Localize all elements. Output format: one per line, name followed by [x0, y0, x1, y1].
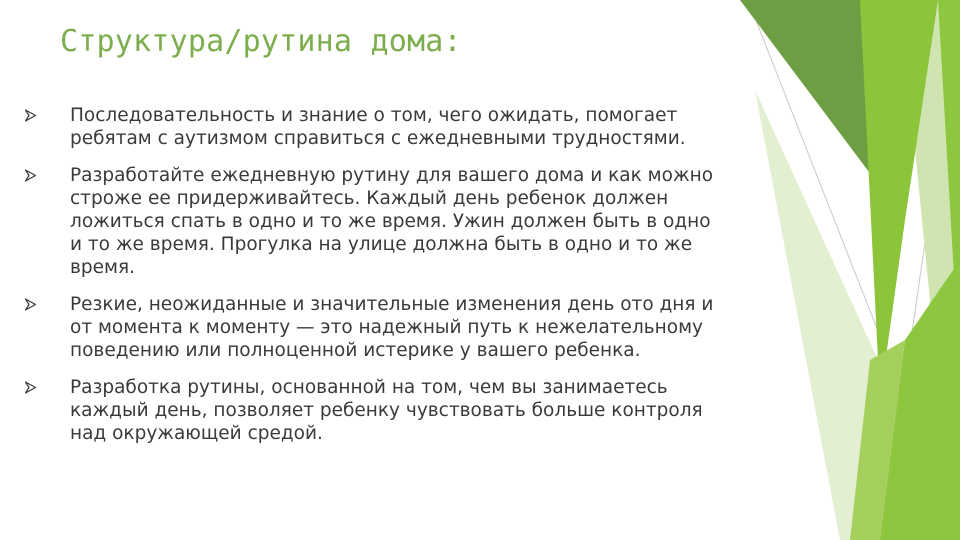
- arrowhead-bullet-icon: [24, 298, 37, 311]
- slide-title: Структура/рутина дома:: [60, 24, 462, 59]
- bullet-item-3: [24, 293, 724, 362]
- bullet-item-1: [24, 104, 724, 150]
- arrowhead-bullet-icon: [24, 381, 37, 394]
- bullet-item-4: [24, 376, 724, 445]
- bullet-text: Разработка рутины, основанной на том, чем вы занимаетесь каждый день, позволяет ребенку чувствовать больше контроля над окружающей средой.: [70, 377, 703, 444]
- bullet-item-2: [24, 164, 724, 279]
- bullet-text: Разработайте ежедневную рутину для вашего дома и как можно строже ее придерживайтесь. Каждый день ребенок должен ложиться спать в одно и то же время. Ужин должен быть в одно и то же время. Прогулка на улице должна быть в одно и то же время.: [70, 165, 714, 278]
- arrowhead-bullet-icon: [24, 169, 37, 182]
- bullet-text: Последовательность и знание о том, чего ожидать, помогает ребятам с аутизмом справиться с ежедневными трудностями.: [70, 105, 686, 149]
- arrowhead-bullet-icon: [24, 109, 37, 122]
- bullet-list: [24, 104, 724, 459]
- bullet-text: Резкие, неожиданные и значительные изменения день ото дня и от момента к моменту — это надежный путь к нежелательному поведению или полноценной истерике у вашего ребенка.: [70, 294, 714, 361]
